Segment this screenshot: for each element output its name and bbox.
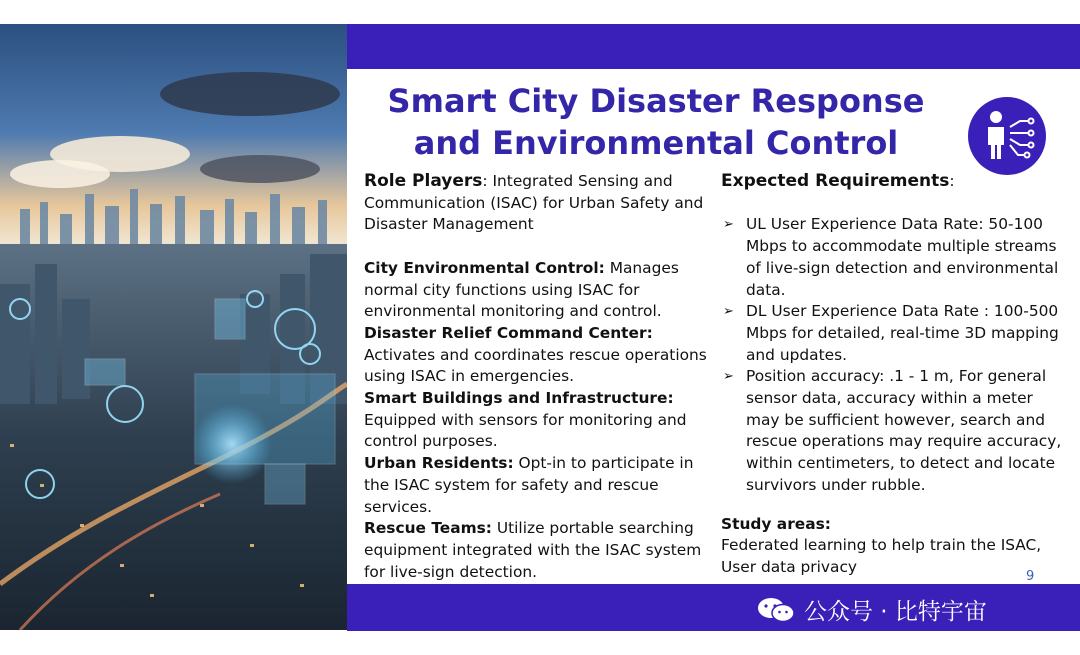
study-area-line: User data privacy <box>721 557 858 576</box>
role-item-label: Smart Buildings and Infrastructure: <box>364 389 674 408</box>
requirement-text: DL User Experience Data Rate : 100-500 Mbps for detailed, real-time 3D mapping and updates. <box>746 302 1059 364</box>
title-line-1: Smart City Disaster Response <box>387 82 925 120</box>
city-image <box>0 24 347 630</box>
role-item-label: Rescue Teams: <box>364 519 492 538</box>
smart-city-illustration <box>0 24 347 630</box>
role-item <box>364 388 709 453</box>
role-item-text: Opt-in to participate in the ISAC system for safety and rescue services. <box>364 454 694 516</box>
requirement-item <box>721 366 1066 496</box>
person-sensing-icon-graphic <box>968 97 1046 175</box>
requirement-item <box>721 214 1066 301</box>
slide-title <box>356 80 956 164</box>
role-item <box>364 323 709 388</box>
role-item-text: Manages normal city functions using ISAC for environmental monitoring and control. <box>364 258 679 321</box>
role-item-text: Equipped with sensors for monitoring and control purposes. <box>364 410 687 451</box>
role-players-sep: : <box>482 172 488 190</box>
title-line-2: and Environmental Control <box>413 124 899 162</box>
requirement-text: UL User Experience Data Rate: 50-100 Mbps to accommodate multiple streams of live-sign detection and environmental data. <box>746 215 1059 299</box>
role-item-label: City Environmental Control: <box>364 258 605 277</box>
role-item-text: Activates and coordinates rescue operations using ISAC in emergencies. <box>364 345 707 386</box>
role-item <box>364 518 709 583</box>
role-players-column <box>364 171 709 583</box>
role-item <box>364 258 709 323</box>
requirement-item <box>721 301 1066 366</box>
arrow-bullet-icon: ➢ <box>723 369 734 385</box>
person-sensing-icon <box>968 97 1046 175</box>
watermark <box>756 593 987 626</box>
role-players <box>364 171 709 236</box>
arrow-bullet-icon: ➢ <box>723 304 734 320</box>
requirements-list <box>721 214 1066 496</box>
watermark-text: 公众号 · 比特宇宙 <box>804 599 987 625</box>
role-players-label: Role Players <box>364 171 483 191</box>
wechat-icon <box>756 596 796 624</box>
study-areas-label: Study areas: <box>721 514 831 533</box>
requirement-text: Position accuracy: .1 - 1 m, For general sensor data, accuracy within a meter may be sufficient however, search and rescue operations may require accuracy, within centimeters, to detect and locate survivors under rubble. <box>746 367 1062 494</box>
role-item <box>364 453 709 518</box>
role-item-label: Urban Residents: <box>364 454 514 473</box>
top-band <box>347 24 1080 69</box>
requirements-heading <box>721 171 1066 193</box>
role-item-text: Utilize portable searching equipment integrated with the ISAC system for live-sign detection. <box>364 519 702 581</box>
requirements-column <box>721 171 1066 579</box>
requirements-label: Expected Requirements <box>721 171 950 191</box>
role-item-label: Disaster Relief Command Center: <box>364 323 653 342</box>
arrow-bullet-icon: ➢ <box>723 217 734 233</box>
study-area-line: Federated learning to help train the ISAC, <box>721 536 1042 555</box>
page-number: 9 <box>1026 569 1035 584</box>
requirements-sep: : <box>949 172 955 190</box>
role-players-text: Integrated Sensing and Communication (ISAC) for Urban Safety and Disaster Management <box>364 172 704 234</box>
